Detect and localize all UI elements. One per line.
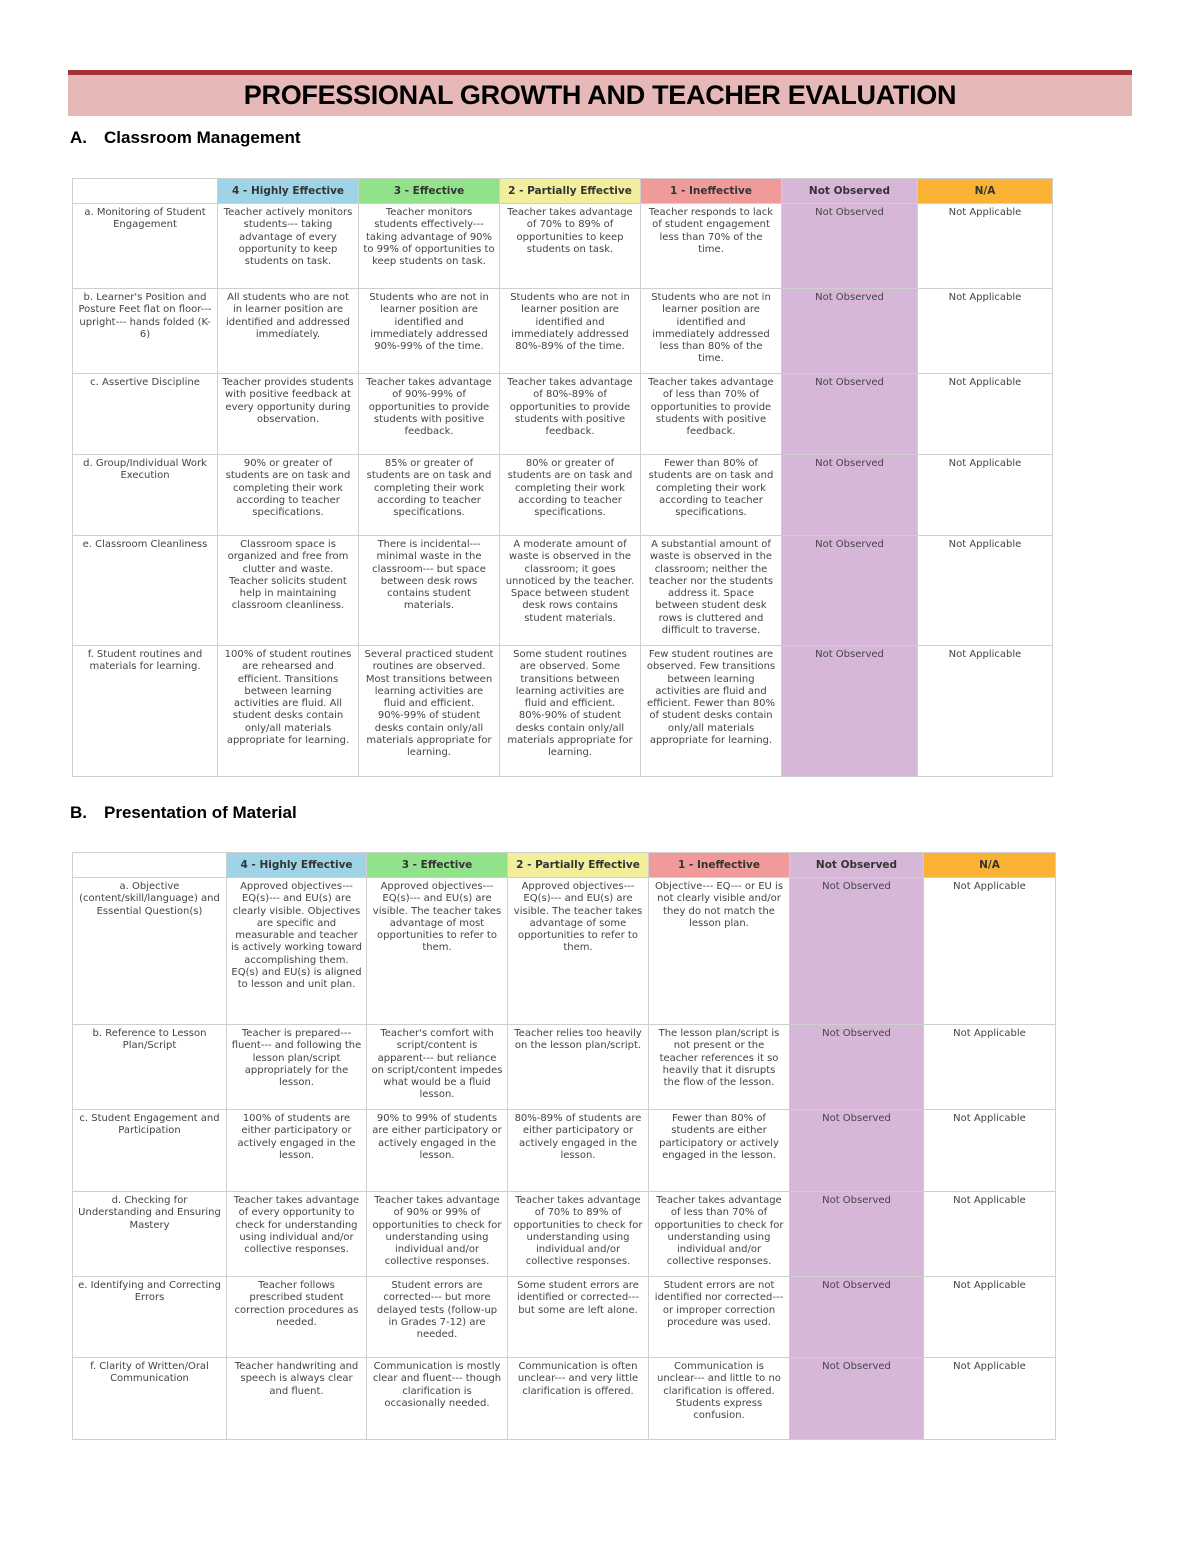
cell-partially-effective: 80%-89% of students are either participatory or actively engaged in the lesson. [508,1110,649,1192]
cell-ineffective: Teacher responds to lack of student engagement less than 70% of the time. [641,204,782,289]
cell-not-observed: Not Observed [782,646,918,777]
cell-effective: Teacher's comfort with script/content is apparent--- but reliance on script/content impedes what would be a fluid lesson. [367,1025,508,1110]
header-criteria [73,179,218,204]
cell-ineffective: Few student routines are observed. Few transitions between learning activities are fluid and efficient. Fewer than 80% of student desks contain only/all materials appropriate for learning. [641,646,782,777]
header-na: N/A [918,179,1053,204]
table-row [73,1192,1056,1277]
section-a-title: Classroom Management [104,128,301,147]
header-ineffective: 1 - Ineffective [649,853,790,878]
cell-highly-effective: Approved objectives--- EQ(s)--- and EU(s) are clearly visible. Objectives are specific and measurable and teacher is actively working toward accomplishing them. EQ(s) and EU(s) is aligned to lesson and unit plan. [227,878,367,1025]
cell-not-observed: Not Observed [790,1110,924,1192]
cell-effective: Teacher monitors students effectively--- taking advantage of 90% to 99% of opportunities to keep students on task. [359,204,500,289]
cell-partially-effective: 80% or greater of students are on task and completing their work according to teacher specifications. [500,455,641,536]
cell-effective: 90% to 99% of students are either participatory or actively engaged in the lesson. [367,1110,508,1192]
table-row [73,374,1053,455]
cell-highly-effective: Teacher actively monitors students--- taking advantage of every opportunity to keep students on task. [218,204,359,289]
cell-partially-effective: Approved objectives--- EQ(s)--- and EU(s) are visible. The teacher takes advantage of some opportunities to refer to them. [508,878,649,1025]
row-criterion-label: b. Reference to Lesson Plan/Script [73,1025,227,1110]
table-row [73,646,1053,777]
cell-not-applicable: Not Applicable [918,455,1053,536]
cell-ineffective: Students who are not in learner position are identified and immediately addressed less than 80% of the time. [641,289,782,374]
table-row [73,289,1053,374]
cell-not-applicable: Not Applicable [924,1277,1056,1358]
cell-ineffective: Teacher takes advantage of less than 70% of opportunities to check for understanding using individual and/or collective responses. [649,1192,790,1277]
cell-highly-effective: Classroom space is organized and free from clutter and waste. Teacher solicits student help in maintaining classroom cleanliness. [218,536,359,646]
section-b-heading [70,803,297,823]
header-criteria [73,853,227,878]
cell-not-observed: Not Observed [790,1277,924,1358]
cell-effective: Several practiced student routines are observed. Most transitions between learning activities are fluid and efficient. 90%-99% of student desks contain only/all materials appropriate for learning. [359,646,500,777]
cell-effective: Communication is mostly clear and fluent--- though clarification is occasionally needed. [367,1358,508,1440]
presentation-of-material-table [72,852,1056,1440]
classroom-management-table [72,178,1053,777]
cell-effective: Teacher takes advantage of 90% or 99% of opportunities to check for understanding using individual and/or collective responses. [367,1192,508,1277]
header-partially-effective: 2 - Partially Effective [500,179,641,204]
cell-ineffective: Communication is unclear--- and little to no clarification is offered. Students express confusion. [649,1358,790,1440]
cell-partially-effective: Teacher relies too heavily on the lesson plan/script. [508,1025,649,1110]
cell-effective: 85% or greater of students are on task and completing their work according to teacher specifications. [359,455,500,536]
cell-not-observed: Not Observed [790,1192,924,1277]
header-effective: 3 - Effective [367,853,508,878]
row-criterion-label: d. Checking for Understanding and Ensuring Mastery [73,1192,227,1277]
table-row [73,204,1053,289]
table-header-row [73,179,1053,204]
header-na: N/A [924,853,1056,878]
cell-not-applicable: Not Applicable [924,1025,1056,1110]
cell-not-applicable: Not Applicable [918,536,1053,646]
cell-partially-effective: Some student routines are observed. Some transitions between learning activities are fluid and efficient. 80%-90% of student desks contain only/all materials appropriate for learning. [500,646,641,777]
cell-highly-effective: Teacher takes advantage of every opportunity to check for understanding using individual and/or collective responses. [227,1192,367,1277]
section-a-letter: A. [70,128,87,147]
cell-not-observed: Not Observed [782,536,918,646]
row-criterion-label: f. Student routines and materials for learning. [73,646,218,777]
cell-highly-effective: All students who are not in learner position are identified and addressed immediately. [218,289,359,374]
section-a-heading [70,128,301,148]
cell-highly-effective: Teacher follows prescribed student correction procedures as needed. [227,1277,367,1358]
cell-partially-effective: Teacher takes advantage of 70% to 89% of opportunities to check for understanding using individual and/or collective responses. [508,1192,649,1277]
cell-effective: Teacher takes advantage of 90%-99% of opportunities to provide students with positive feedback. [359,374,500,455]
header-ineffective: 1 - Ineffective [641,179,782,204]
cell-not-observed: Not Observed [790,1025,924,1110]
cell-partially-effective: Some student errors are identified or corrected--- but some are left alone. [508,1277,649,1358]
cell-ineffective: Teacher takes advantage of less than 70% of opportunities to provide students with positive feedback. [641,374,782,455]
row-criterion-label: a. Objective (content/skill/language) and Essential Question(s) [73,878,227,1025]
row-criterion-label: e. Classroom Cleanliness [73,536,218,646]
cell-partially-effective: Teacher takes advantage of 70% to 89% of opportunities to keep students on task. [500,204,641,289]
table-row [73,1277,1056,1358]
cell-not-observed: Not Observed [790,1358,924,1440]
cell-partially-effective: Communication is often unclear--- and very little clarification is offered. [508,1358,649,1440]
cell-effective: Approved objectives--- EQ(s)--- and EU(s) are visible. The teacher takes advantage of most opportunities to refer to them. [367,878,508,1025]
cell-ineffective: The lesson plan/script is not present or the teacher references it so heavily that it disrupts the flow of the lesson. [649,1025,790,1110]
cell-ineffective: Fewer than 80% of students are either participatory or actively engaged in the lesson. [649,1110,790,1192]
cell-not-observed: Not Observed [782,374,918,455]
table-row [73,455,1053,536]
cell-ineffective: Fewer than 80% of students are on task and completing their work according to teacher specifications. [641,455,782,536]
header-partially-effective: 2 - Partially Effective [508,853,649,878]
header-effective: 3 - Effective [359,179,500,204]
row-criterion-label: f. Clarity of Written/Oral Communication [73,1358,227,1440]
row-criterion-label: c. Assertive Discipline [73,374,218,455]
cell-ineffective: Objective--- EQ--- or EU is not clearly visible and/or they do not match the lesson plan. [649,878,790,1025]
row-criterion-label: a. Monitoring of Student Engagement [73,204,218,289]
table-row [73,1025,1056,1110]
cell-not-applicable: Not Applicable [918,646,1053,777]
cell-not-applicable: Not Applicable [924,878,1056,1025]
cell-effective: Students who are not in learner position are identified and immediately addressed 90%-99% of the time. [359,289,500,374]
header-highly-effective: 4 - Highly Effective [227,853,367,878]
cell-highly-effective: 100% of students are either participatory or actively engaged in the lesson. [227,1110,367,1192]
row-criterion-label: d. Group/Individual Work Execution [73,455,218,536]
table-row [73,1358,1056,1440]
cell-not-observed: Not Observed [782,289,918,374]
section-b-title: Presentation of Material [104,803,297,822]
table-row [73,1110,1056,1192]
cell-ineffective: A substantial amount of waste is observed in the classroom; neither the teacher nor the students address it. Space between student desk rows is cluttered and difficult to traverse. [641,536,782,646]
cell-not-applicable: Not Applicable [924,1110,1056,1192]
header-highly-effective: 4 - Highly Effective [218,179,359,204]
row-criterion-label: c. Student Engagement and Participation [73,1110,227,1192]
cell-not-applicable: Not Applicable [924,1358,1056,1440]
cell-highly-effective: Teacher handwriting and speech is always clear and fluent. [227,1358,367,1440]
cell-highly-effective: 100% of student routines are rehearsed and efficient. Transitions between learning activities are fluid. All student desks contain only/all materials appropriate for learning. [218,646,359,777]
cell-not-observed: Not Observed [790,878,924,1025]
cell-ineffective: Student errors are not identified nor corrected--- or improper correction procedure was used. [649,1277,790,1358]
row-criterion-label: b. Learner's Position and Posture Feet flat on floor--- upright--- hands folded (K-6) [73,289,218,374]
table-header-row [73,853,1056,878]
header-not-observed: Not Observed [782,179,918,204]
page-title: PROFESSIONAL GROWTH AND TEACHER EVALUATION [243,80,957,110]
cell-not-applicable: Not Applicable [918,289,1053,374]
cell-not-applicable: Not Applicable [918,204,1053,289]
cell-not-observed: Not Observed [782,204,918,289]
header-not-observed: Not Observed [790,853,924,878]
table-row [73,878,1056,1025]
cell-partially-effective: Teacher takes advantage of 80%-89% of opportunities to provide students with positive feedback. [500,374,641,455]
cell-not-observed: Not Observed [782,455,918,536]
section-b-letter: B. [70,803,87,822]
cell-highly-effective: Teacher provides students with positive feedback at every opportunity during observation. [218,374,359,455]
table-row [73,536,1053,646]
cell-highly-effective: 90% or greater of students are on task and completing their work according to teacher specifications. [218,455,359,536]
cell-partially-effective: A moderate amount of waste is observed in the classroom; it goes unnoticed by the teacher. Space between student desk rows contains student materials. [500,536,641,646]
cell-not-applicable: Not Applicable [918,374,1053,455]
cell-effective: Student errors are corrected--- but more delayed tests (follow-up in Grades 7-12) are needed. [367,1277,508,1358]
cell-highly-effective: Teacher is prepared--- fluent--- and following the lesson plan/script appropriately for the lesson. [227,1025,367,1110]
cell-not-applicable: Not Applicable [924,1192,1056,1277]
page-title-band [68,70,1132,116]
cell-partially-effective: Students who are not in learner position are identified and immediately addressed 80%-89% of the time. [500,289,641,374]
cell-effective: There is incidental--- minimal waste in the classroom--- but space between desk rows contains student materials. [359,536,500,646]
row-criterion-label: e. Identifying and Correcting Errors [73,1277,227,1358]
